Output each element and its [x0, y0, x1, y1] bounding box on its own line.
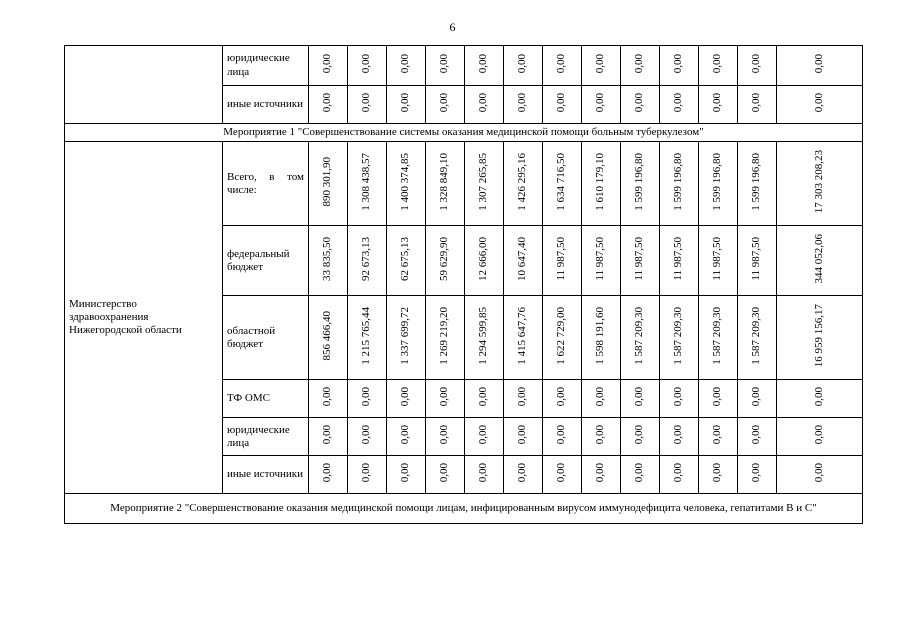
value-cell	[582, 296, 621, 380]
value-text: 0,00	[360, 92, 373, 113]
value-cell	[387, 142, 426, 226]
value-cell	[582, 86, 621, 124]
value-cell	[738, 296, 777, 380]
value-text: 11 987,50	[633, 236, 646, 281]
value-cell	[660, 226, 699, 296]
value-cell	[387, 456, 426, 494]
value-cell	[465, 142, 504, 226]
value-text: 11 987,50	[672, 236, 685, 281]
value-text: 0,00	[594, 424, 607, 445]
value-cell	[387, 46, 426, 86]
value-cell	[387, 226, 426, 296]
value-text: 0,00	[438, 386, 451, 407]
value-cell	[621, 296, 660, 380]
value-text: 11 987,50	[594, 236, 607, 281]
value-cell	[543, 46, 582, 86]
value-cell	[621, 380, 660, 418]
value-text: 0,00	[516, 92, 529, 113]
value-cell	[699, 418, 738, 456]
value-text: 0,00	[477, 424, 490, 445]
value-text: 0,00	[594, 53, 607, 74]
value-text: 0,00	[555, 53, 568, 74]
total-value-cell	[777, 456, 863, 494]
value-cell	[309, 226, 348, 296]
value-text: 1 308 438,57	[360, 152, 373, 211]
event-header-row	[65, 124, 863, 142]
total-value-cell	[777, 142, 863, 226]
value-text: 1 415 647,76	[516, 306, 529, 365]
value-cell	[504, 46, 543, 86]
value-cell	[465, 456, 504, 494]
value-cell	[738, 142, 777, 226]
value-text: 0,00	[750, 424, 763, 445]
value-cell	[465, 46, 504, 86]
value-text: 1 599 196,80	[633, 152, 646, 211]
value-cell	[426, 456, 465, 494]
value-text: 0,00	[555, 386, 568, 407]
value-text: 0,00	[812, 424, 825, 445]
funding-table	[64, 45, 863, 524]
value-cell	[309, 86, 348, 124]
value-text: 1 269 219,20	[438, 306, 451, 365]
value-cell	[582, 142, 621, 226]
value-cell	[582, 46, 621, 86]
value-cell	[621, 46, 660, 86]
value-cell	[309, 296, 348, 380]
organization-cell: Министерство здравоохранения Нижегородской области	[65, 142, 223, 494]
value-cell	[426, 380, 465, 418]
value-text: 0,00	[399, 92, 412, 113]
value-text: 0,00	[399, 462, 412, 483]
value-cell	[426, 418, 465, 456]
event-1-title: Мероприятие 1 "Совершенствование системы оказания медицинской помощи больным туберкулезом"	[65, 124, 863, 142]
value-text: 0,00	[477, 386, 490, 407]
value-cell	[348, 380, 387, 418]
value-cell	[543, 296, 582, 380]
value-cell	[309, 46, 348, 86]
value-text: 59 629,90	[438, 236, 451, 281]
value-text: 856 466,40	[321, 310, 334, 361]
table-row	[65, 46, 863, 86]
value-text: 0,00	[360, 386, 373, 407]
value-cell	[309, 456, 348, 494]
value-text: 0,00	[321, 424, 334, 445]
value-cell	[426, 296, 465, 380]
value-cell	[348, 86, 387, 124]
value-cell	[582, 380, 621, 418]
value-cell	[504, 226, 543, 296]
value-text: 1 599 196,80	[711, 152, 724, 211]
value-text: 0,00	[711, 53, 724, 74]
value-cell	[543, 86, 582, 124]
source-cell: иные источники	[223, 86, 309, 124]
value-cell	[309, 418, 348, 456]
value-text: 1 587 209,30	[672, 306, 685, 365]
total-value-cell	[777, 46, 863, 86]
value-text: 10 647,40	[516, 236, 529, 281]
value-cell	[699, 296, 738, 380]
value-cell	[504, 86, 543, 124]
value-cell	[387, 418, 426, 456]
value-text: 1 587 209,30	[711, 306, 724, 365]
value-text: 0,00	[672, 53, 685, 74]
value-text: 0,00	[711, 92, 724, 113]
value-text: 0,00	[516, 386, 529, 407]
value-text: 1 337 699,72	[399, 306, 412, 365]
value-text: 16 959 156,17	[812, 303, 825, 368]
value-cell	[699, 142, 738, 226]
value-cell	[387, 296, 426, 380]
value-cell	[426, 142, 465, 226]
event-header-row	[65, 494, 863, 524]
value-text: 62 675,13	[399, 236, 412, 281]
value-text: 0,00	[321, 92, 334, 113]
value-cell	[660, 380, 699, 418]
value-cell	[699, 86, 738, 124]
value-text: 11 987,50	[711, 236, 724, 281]
value-cell	[738, 46, 777, 86]
value-cell	[738, 456, 777, 494]
source-cell: областной бюджет	[223, 296, 309, 380]
value-text: 33 835,50	[321, 236, 334, 281]
value-text: 0,00	[672, 424, 685, 445]
value-cell	[309, 142, 348, 226]
value-cell	[543, 380, 582, 418]
source-cell: ТФ ОМС	[223, 380, 309, 418]
value-text: 0,00	[477, 462, 490, 483]
value-text: 0,00	[812, 53, 825, 74]
value-text: 1 634 716,50	[555, 152, 568, 211]
source-cell: иные источники	[223, 456, 309, 494]
value-cell	[738, 86, 777, 124]
value-text: 0,00	[477, 53, 490, 74]
value-cell	[465, 380, 504, 418]
value-text: 11 987,50	[750, 236, 763, 281]
total-value-cell	[777, 226, 863, 296]
value-cell	[348, 226, 387, 296]
value-text: 0,00	[321, 462, 334, 483]
source-cell: юридические лица	[223, 418, 309, 456]
value-cell	[309, 380, 348, 418]
value-cell	[504, 418, 543, 456]
value-text: 0,00	[750, 53, 763, 74]
value-cell	[660, 46, 699, 86]
total-value-cell	[777, 296, 863, 380]
value-text: 0,00	[633, 53, 646, 74]
value-text: 0,00	[516, 53, 529, 74]
value-text: 890 301,90	[321, 156, 334, 207]
value-cell	[738, 380, 777, 418]
value-text: 0,00	[399, 424, 412, 445]
value-text: 1 598 191,60	[594, 306, 607, 365]
value-text: 1 587 209,30	[750, 306, 763, 365]
value-text: 0,00	[399, 53, 412, 74]
value-text: 1 400 374,85	[399, 152, 412, 211]
value-cell	[660, 142, 699, 226]
value-text: 0,00	[594, 92, 607, 113]
value-text: 0,00	[672, 462, 685, 483]
value-cell	[426, 226, 465, 296]
value-cell	[699, 456, 738, 494]
value-cell	[348, 296, 387, 380]
value-cell	[582, 418, 621, 456]
organization-cell-empty	[65, 46, 223, 124]
total-value-cell	[777, 86, 863, 124]
value-text: 0,00	[360, 462, 373, 483]
value-text: 0,00	[633, 462, 646, 483]
value-text: 1 610 179,10	[594, 152, 607, 211]
value-text: 0,00	[321, 53, 334, 74]
value-cell	[465, 418, 504, 456]
value-text: 0,00	[438, 92, 451, 113]
value-text: 0,00	[672, 92, 685, 113]
value-text: 0,00	[321, 386, 334, 407]
value-text: 1 426 295,16	[516, 152, 529, 211]
value-text: 0,00	[812, 386, 825, 407]
value-text: 17 303 208,23	[812, 149, 825, 214]
value-cell	[504, 380, 543, 418]
value-text: 0,00	[750, 92, 763, 113]
value-cell	[582, 226, 621, 296]
value-text: 1 599 196,80	[750, 152, 763, 211]
value-cell	[387, 86, 426, 124]
value-cell	[387, 380, 426, 418]
value-text: 12 666,00	[477, 236, 490, 281]
value-cell	[738, 418, 777, 456]
total-value-cell	[777, 418, 863, 456]
value-text: 1 328 849,10	[438, 152, 451, 211]
value-cell	[465, 296, 504, 380]
value-cell	[504, 142, 543, 226]
value-cell	[504, 456, 543, 494]
value-cell	[465, 86, 504, 124]
value-cell	[426, 46, 465, 86]
value-cell	[699, 226, 738, 296]
value-cell	[348, 142, 387, 226]
table-row	[65, 142, 863, 226]
source-cell: юридические лица	[223, 46, 309, 86]
value-text: 0,00	[750, 386, 763, 407]
value-cell	[504, 296, 543, 380]
page-number: 6	[449, 20, 456, 34]
value-cell	[621, 456, 660, 494]
value-text: 0,00	[711, 424, 724, 445]
value-text: 0,00	[812, 462, 825, 483]
value-text: 0,00	[633, 92, 646, 113]
value-cell	[543, 142, 582, 226]
value-text: 0,00	[594, 462, 607, 483]
value-text: 1 622 729,00	[555, 306, 568, 365]
value-cell	[543, 418, 582, 456]
value-text: 0,00	[516, 462, 529, 483]
value-text: 0,00	[360, 53, 373, 74]
value-text: 0,00	[516, 424, 529, 445]
value-cell	[699, 46, 738, 86]
value-cell	[426, 86, 465, 124]
value-cell	[660, 296, 699, 380]
source-cell: федеральный бюджет	[223, 226, 309, 296]
total-value-cell	[777, 380, 863, 418]
value-text: 344 052,06	[812, 233, 825, 284]
value-cell	[348, 456, 387, 494]
value-text: 0,00	[555, 462, 568, 483]
value-cell	[699, 380, 738, 418]
value-cell	[660, 86, 699, 124]
value-text: 0,00	[477, 92, 490, 113]
value-text: 0,00	[633, 386, 646, 407]
value-text: 1 307 265,85	[477, 152, 490, 211]
value-cell	[738, 226, 777, 296]
value-text: 0,00	[750, 462, 763, 483]
source-cell: Всего, в том числе:	[223, 142, 309, 226]
value-cell	[543, 226, 582, 296]
value-text: 0,00	[438, 53, 451, 74]
value-text: 0,00	[360, 424, 373, 445]
event-2-title: Мероприятие 2 "Совершенствование оказания медицинской помощи лицам, инфицированным вирусом иммунодефицита человека, гепатитами В и С"	[65, 494, 863, 524]
value-text: 1 215 765,44	[360, 306, 373, 365]
value-text: 0,00	[633, 424, 646, 445]
value-cell	[660, 418, 699, 456]
value-cell	[582, 456, 621, 494]
value-text: 1 294 599,85	[477, 306, 490, 365]
value-text: 0,00	[555, 92, 568, 113]
value-cell	[465, 226, 504, 296]
value-text: 1 587 209,30	[633, 306, 646, 365]
value-text: 0,00	[812, 92, 825, 113]
value-text: 92 673,13	[360, 236, 373, 281]
value-cell	[348, 46, 387, 86]
value-cell	[348, 418, 387, 456]
value-cell	[621, 226, 660, 296]
value-cell	[621, 418, 660, 456]
value-text: 11 987,50	[555, 236, 568, 281]
value-text: 0,00	[399, 386, 412, 407]
value-text: 0,00	[711, 462, 724, 483]
value-text: 1 599 196,80	[672, 152, 685, 211]
value-cell	[621, 142, 660, 226]
value-text: 0,00	[438, 462, 451, 483]
value-text: 0,00	[555, 424, 568, 445]
value-text: 0,00	[672, 386, 685, 407]
value-text: 0,00	[711, 386, 724, 407]
value-cell	[543, 456, 582, 494]
value-text: 0,00	[594, 386, 607, 407]
value-cell	[660, 456, 699, 494]
value-cell	[621, 86, 660, 124]
value-text: 0,00	[438, 424, 451, 445]
